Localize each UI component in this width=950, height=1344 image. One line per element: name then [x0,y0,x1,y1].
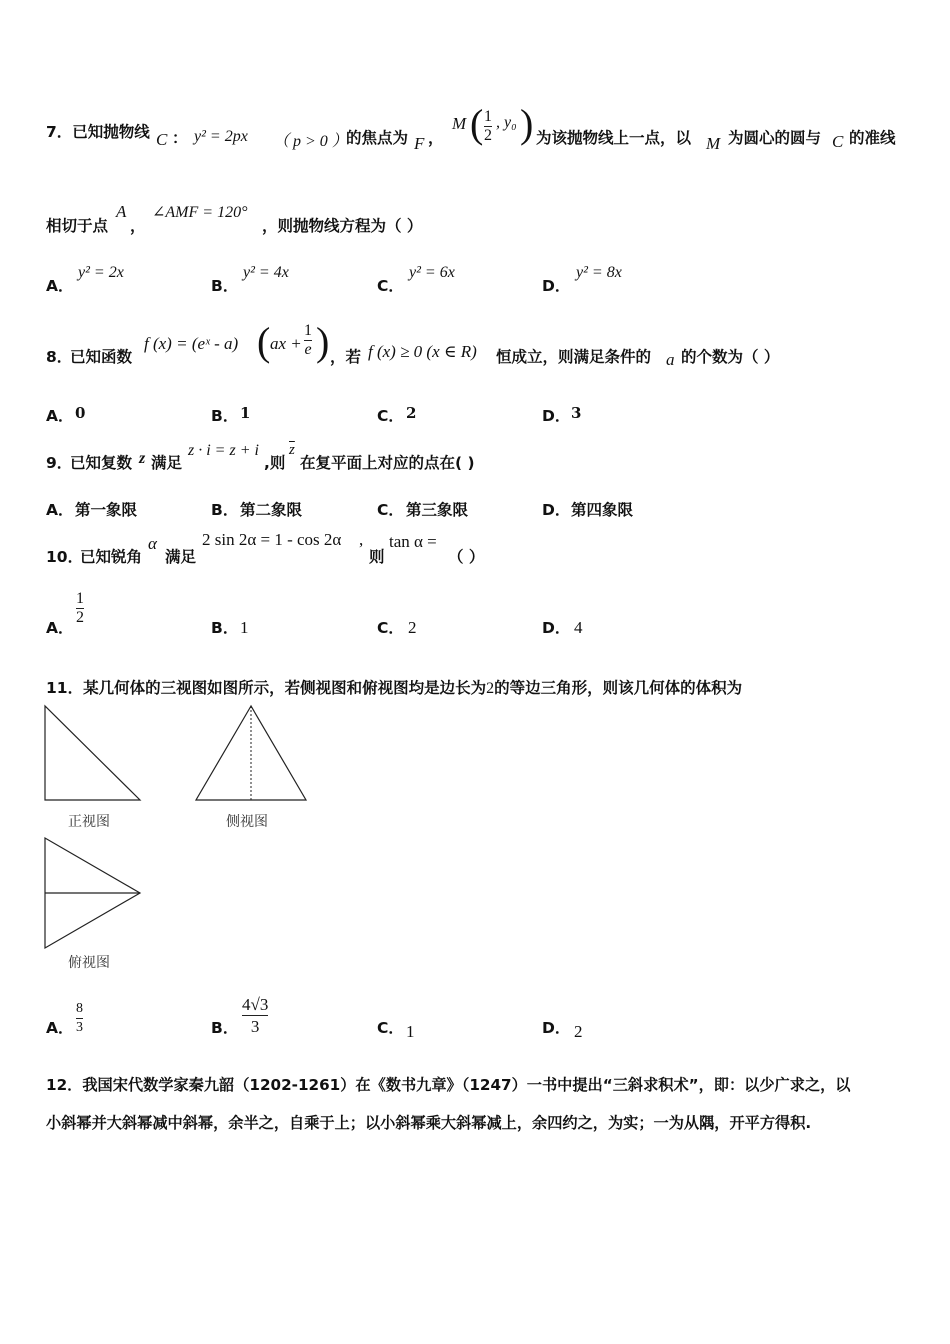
q7-condition: （ p > 0 ） [273,133,348,150]
q10-text-c: 则 [369,548,385,566]
q11-text: 某几何体的三视图如图所示，若侧视图和俯视图均是边长为 [83,679,487,697]
q7-comma2: ， [130,217,146,235]
q7-option-a-value[interactable]: y² = 2x [78,264,124,281]
q7-option-d-value[interactable]: y² = 8x [576,264,622,281]
q7-paren-left: ( [470,101,484,146]
q9-option-d-value[interactable]: 第四象限 [571,501,634,519]
q10-option-d-value[interactable]: 4 [574,618,583,637]
q8-option-d-label[interactable]: D． [542,407,571,425]
q7-c2: C [832,132,844,151]
q9-option-b-value[interactable]: 第二象限 [240,501,303,519]
front-view-caption: 正视图 [68,814,110,830]
q7-option-b-value[interactable]: y² = 4x [243,264,289,281]
q8-option-c-value[interactable]: 2 [406,404,417,422]
q8-text-a: 已知函数 [70,348,133,366]
q7-option-c-value[interactable]: y² = 6x [409,264,455,281]
q10-alpha: α [148,534,157,553]
side-view-caption: 侧视图 [226,814,268,830]
q9-option-d-label[interactable]: D． [542,501,571,519]
q9-number: 9． [46,454,73,472]
q9-z: z [139,450,146,467]
q9-option-c-label[interactable]: C． [377,501,404,519]
q8-a: a [666,350,675,369]
q8-text-b: ，若 [330,348,362,366]
q7-m-letter: M [452,114,467,133]
q7-text-d: 为圆心的圆与 [728,129,822,147]
q7-paren-right: ) [520,101,534,146]
q9-equation: z · i = z + i [188,442,259,459]
q7-colon: ： [172,129,188,147]
q11-option-b-fraction[interactable]: $\frac{4√3}{3}$ [242,995,269,1036]
side-view-figure [194,704,310,804]
q9-z-bar: $\overline{z}$ [289,442,295,458]
q12-line-1: 12．我国宋代数学家秦九韶（1202-1261）在《数书九章》（1247）一书中提出“三斜求积术”，即：以少广求之，以 [46,1076,851,1094]
q11-option-b-label[interactable]: B． [211,1019,239,1037]
q11-side-length: 2 [486,680,495,697]
q7-text-b: 的焦点为 [346,129,409,147]
q10-option-a-fraction[interactable]: $\frac{1}{2}$ [76,590,84,626]
q8-option-b-value[interactable]: 1 [240,404,251,422]
q7-point-a: A [116,202,127,221]
q7-text-a: 已知抛物线 [72,123,150,141]
q7-text-e: 的准线 [849,129,896,147]
question-11 [46,676,742,698]
q8-one-over-e: $\frac{1}{e}$ [304,322,312,358]
q11-option-c-value[interactable]: 1 [406,1022,415,1041]
q10-option-b-value[interactable]: 1 [240,618,249,637]
q9-text-c: ,则 [264,454,286,472]
q9-text-b: 满足 [151,454,183,472]
q9-text-a: 已知复数 [70,454,133,472]
q7-curve-c: C [156,130,168,149]
front-view-figure [44,704,144,804]
q10-option-d-label[interactable]: D． [542,619,571,637]
q8-option-d-value[interactable]: 3 [571,404,582,422]
q10-text-d: （ ） [448,548,485,566]
question-7 [46,120,150,142]
q10-text-b: 满足 [165,548,197,566]
q11-text-b: 的等边三角形，则该几何体的体积为 [494,679,743,697]
q8-paren-right: ) [316,319,330,364]
q7-parabola-eq: y² = 2px [194,128,248,145]
q8-text-d: 的个数为（ ） [681,348,780,366]
q9-option-b-label[interactable]: B． [211,501,239,519]
q9-option-a-value[interactable]: 第一象限 [75,501,138,519]
q8-option-a-label[interactable]: A． [46,407,74,425]
q10-option-c-label[interactable]: C． [377,619,404,637]
q9-text-d: 在复平面上对应的点在( ) [300,454,475,472]
top-view-caption: 俯视图 [68,955,110,971]
q10-tan: tan α = [389,532,437,551]
q10-option-b-label[interactable]: B． [211,619,239,637]
q10-option-c-value[interactable]: 2 [408,618,417,637]
q7-text-f: 相切于点 [46,217,109,235]
q7-text-c: 为该抛物线上一点，以 [536,129,692,147]
q9-option-c-value[interactable]: 第三象限 [406,501,469,519]
q10-comma: , [359,530,364,549]
q9-option-a-label[interactable]: A． [46,501,74,519]
q7-option-d-label[interactable]: D． [542,277,571,295]
q11-option-c-label[interactable]: C． [377,1019,404,1037]
q8-option-a-value[interactable]: 0 [75,404,86,422]
q8-option-b-label[interactable]: B． [211,407,239,425]
q7-option-a-label[interactable]: A． [46,277,74,295]
q8-paren-left: ( [257,319,271,364]
q7-m2: M [706,134,721,153]
q7-option-b-label[interactable]: B． [211,277,239,295]
q8-function-left: f (x) = (eˣ - a) [144,334,239,353]
q8-number: 8． [46,348,73,366]
q8-option-c-label[interactable]: C． [377,407,404,425]
q11-option-a-fraction[interactable]: $\frac{8}{3}$ [76,1001,83,1035]
q12-line-2: 小斜幂并大斜幂减中斜幂，余半之，自乘于上；以小斜幂乘大斜幂减上，余四约之，为实；一为从隅，开平方得积. [46,1114,812,1132]
q8-function-mid: ax + [270,334,302,353]
q7-angle: ∠AMF = 120° [152,204,248,221]
q8-text-c: 恒成立，则满足条件的 [496,348,652,366]
q7-comma1: ， [428,129,444,147]
q7-focus-f: F [414,134,425,153]
q10-text-a: 已知锐角 [80,548,143,566]
q8-condition: f (x) ≥ 0 (x ∈ R) [368,342,477,361]
q11-number: 11． [46,679,84,697]
q7-number: 7． [46,123,73,141]
q7-option-c-label[interactable]: C． [377,277,404,295]
q7-text-g: ，则抛物线方程为（ ） [262,217,423,235]
q10-option-a-label[interactable]: A． [46,619,74,637]
q11-option-d-value[interactable]: 2 [574,1022,583,1041]
q10-equation: 2 sin 2α = 1 - cos 2α [202,530,342,549]
top-view-figure [44,836,144,952]
q11-option-d-label[interactable]: D． [542,1019,571,1037]
q7-half-fraction: $\frac{1}{2}$ [484,108,492,144]
q10-number: 10． [46,548,84,566]
q11-option-a-label[interactable]: A． [46,1019,74,1037]
q7-y0: , y₀ [496,114,517,131]
